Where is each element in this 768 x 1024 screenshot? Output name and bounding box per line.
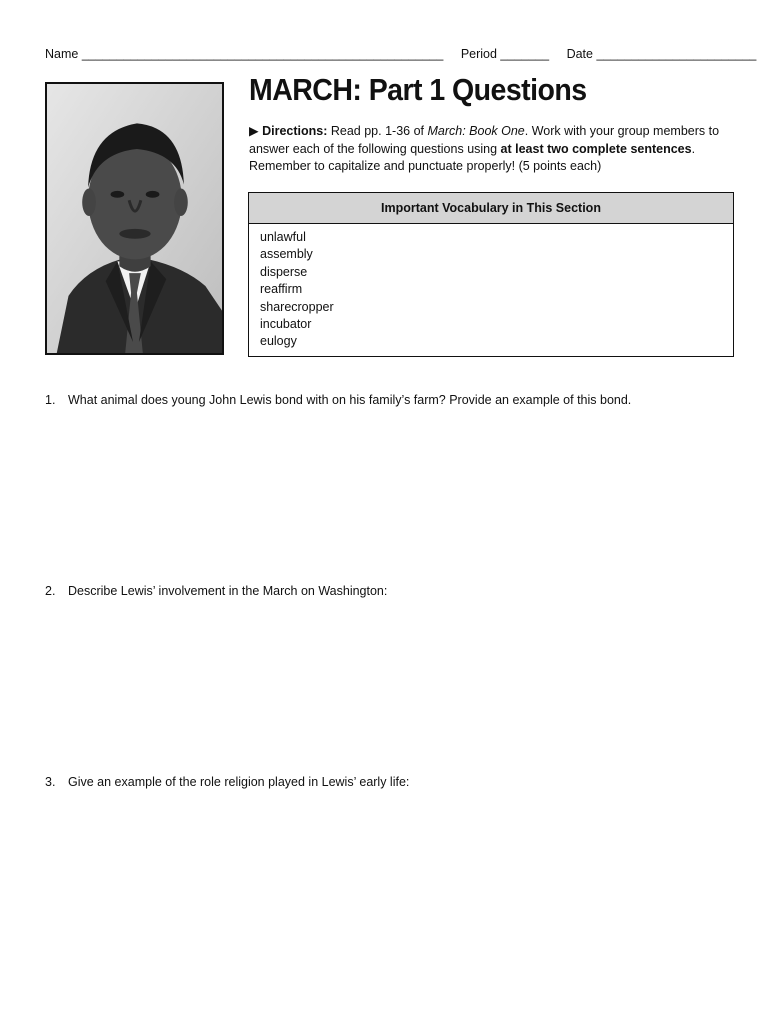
play-marker-icon: ▶ (249, 124, 259, 138)
question-number: 3. (45, 775, 56, 789)
directions-emphasis: at least two complete sentences (500, 141, 692, 156)
book-title: March: Book One (427, 124, 525, 138)
portrait-photo-icon (47, 84, 222, 353)
vocabulary-box (248, 192, 734, 357)
question-number: 1. (45, 393, 56, 407)
portrait-photo (45, 82, 224, 355)
question-number: 2. (45, 584, 56, 598)
directions (249, 123, 739, 176)
directions-label: Directions: (262, 124, 328, 138)
directions-text-1: Read pp. 1-36 of (327, 124, 428, 138)
period-field[interactable]: Period _______ (460, 47, 550, 61)
vocabulary-list (249, 224, 733, 351)
question-text: Describe Lewis’ involvement in the March on Washington: (68, 584, 388, 598)
vocabulary-word: incubator (260, 317, 312, 332)
question-2 (45, 584, 735, 598)
question-3 (45, 775, 735, 789)
vocabulary-word: eulogy (260, 334, 297, 349)
directions-text-2: . Work with your group members to answer each of the following questions using (249, 124, 720, 156)
student-info-line (45, 47, 757, 61)
date-field[interactable]: Date _______________________ (566, 47, 757, 61)
question-text: Give an example of the role religion played in Lewis’ early life: (68, 775, 410, 789)
vocabulary-heading: Important Vocabulary in This Section (249, 193, 733, 224)
question-1 (45, 393, 735, 407)
vocabulary-word: sharecropper (260, 299, 334, 314)
vocabulary-word: disperse (260, 264, 308, 279)
name-field[interactable]: Name ____________________________________________________ (45, 47, 444, 61)
vocabulary-word: reaffirm (260, 282, 303, 297)
directions-text-3: . Remember to capitalize and punctuate properly! (5 points each) (249, 141, 696, 173)
question-text: What animal does young John Lewis bond with on his family’s farm? Provide an example of this bond. (68, 393, 632, 407)
vocabulary-word: assembly (260, 247, 313, 262)
vocabulary-word: unlawful (260, 230, 306, 244)
page-title: MARCH: Part 1 Questions (249, 72, 587, 107)
